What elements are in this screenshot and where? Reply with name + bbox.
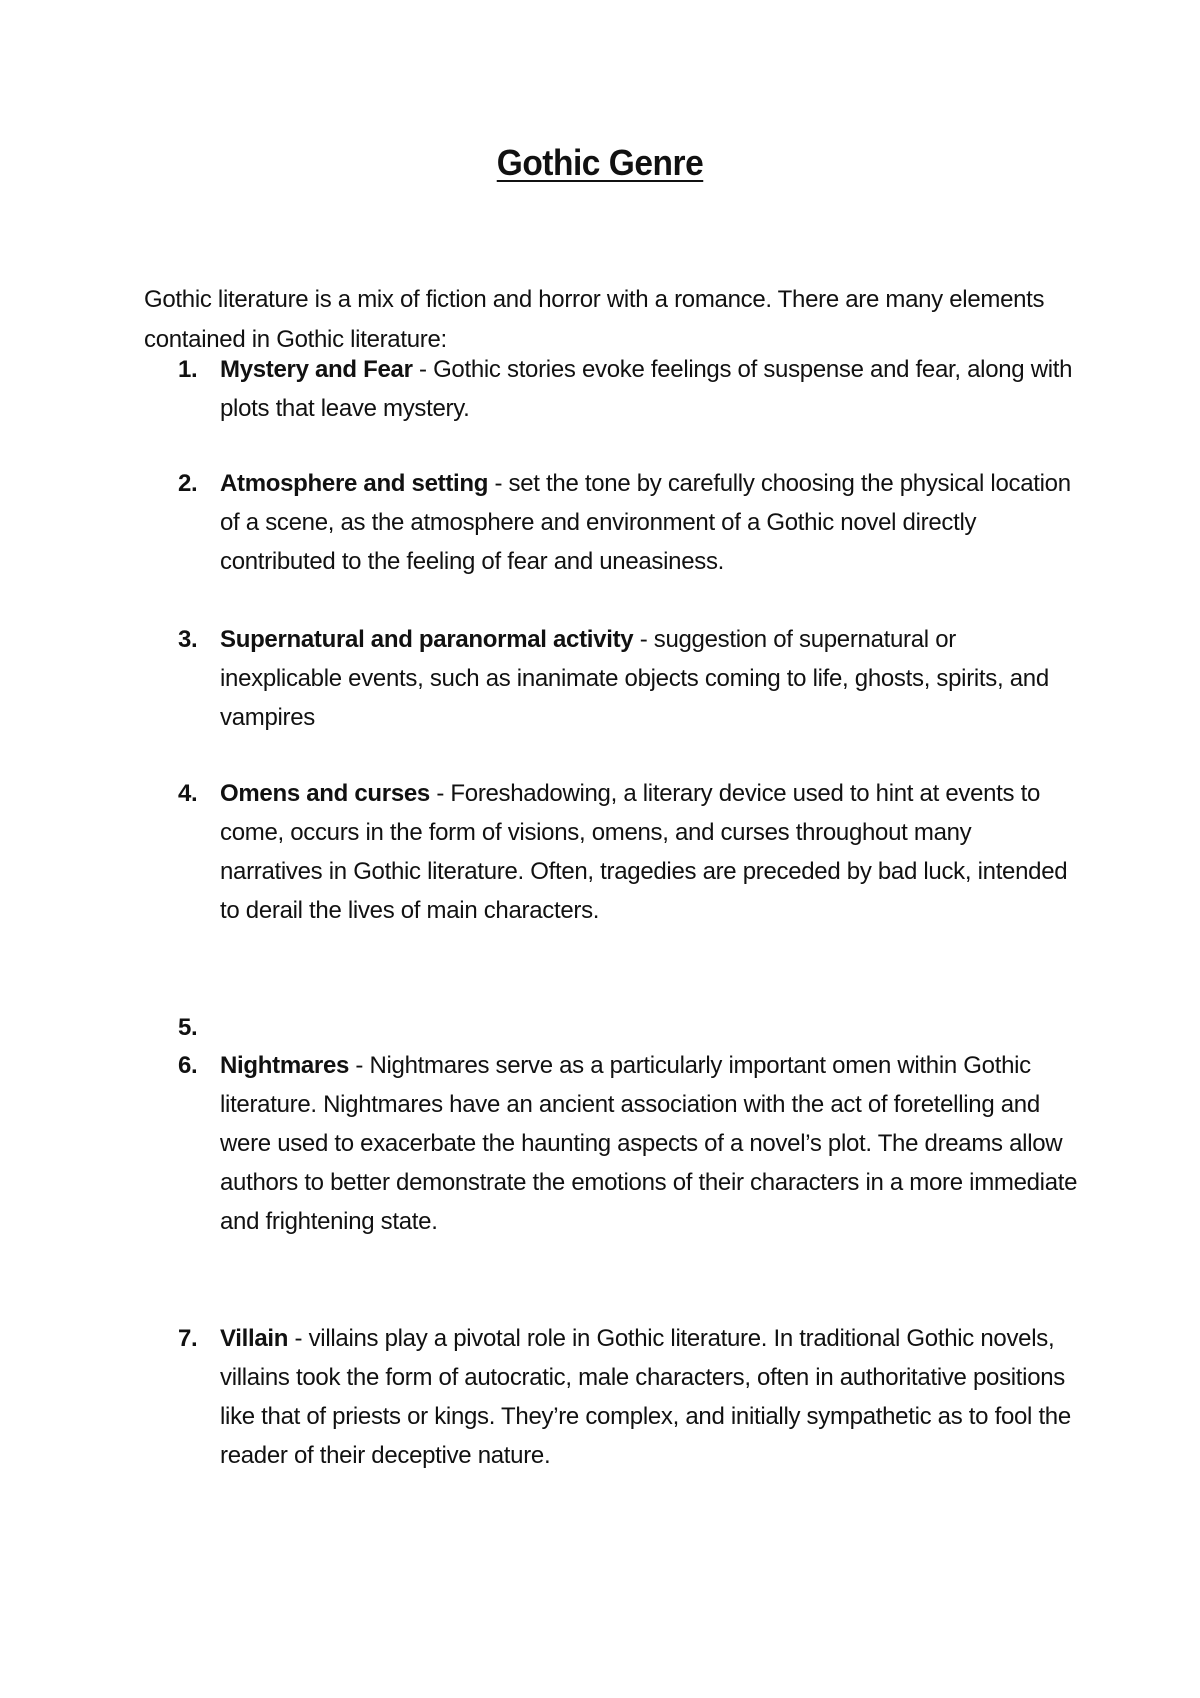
list-item-number: 3. [178,626,198,653]
list-item-text [220,774,1078,930]
list-item-text [220,1046,1078,1241]
list-item-number: 4. [178,780,198,807]
list-item [178,1046,1078,1241]
list-item [178,774,1078,930]
list-item-description: set the tone by carefully choosing the physical location of a scene, as the atmosphere and environment of a Gothic novel directly contributed to the feeling of fear and uneasiness. [220,470,1071,575]
list-item-separator: - [488,470,509,497]
page-title: Gothic Genre [496,142,704,183]
list-item-number: 2. [178,470,198,497]
list-item-text [220,350,1078,428]
list-item-term: Supernatural and paranormal activity [220,626,634,653]
list-item-text [220,620,1078,737]
list-item-separator: - [349,1052,370,1079]
list-item-separator: - [288,1325,309,1352]
list-item-description: villains play a pivotal role in Gothic literature. In traditional Gothic novels, villains took the form of autocratic, male characters, often in authoritative positions like that of priests or kings. They’re complex, and initially sympathetic as to fool the reader of their deceptive nature. [220,1325,1071,1469]
list-item-number: 5. [178,1014,198,1041]
list-item-term: Mystery and Fear [220,356,413,383]
list-item-separator: - [412,356,434,383]
list-item [178,620,1078,737]
list-item-description: Foreshadowing, a literary device used to hint at events to come, occurs in the form of visions, omens, and curses throughout many narratives in Gothic literature. Often, tragedies are preceded by bad luck, intended to derail the lives of main characters. [220,780,1068,924]
list-item-term: Villain [220,1325,289,1352]
list-item-number: 6. [178,1052,198,1079]
intro-paragraph: Gothic literature is a mix of fiction and horror with a romance. There are many elements contained in Gothic literature: [144,286,1045,353]
list-item-text [220,464,1078,581]
list-item-description: Nightmares serve as a particularly important omen within Gothic literature. Nightmares have an ancient association with the act of foretelling and were used to exacerbate the haunting aspects of a novel’s plot. The dreams allow authors to better demonstrate the emotions of their characters in a more immediate and frightening state. [220,1052,1078,1235]
list-item-description: Gothic stories evoke feelings of suspense and fear, along with plots that leave mystery. [220,356,1073,422]
list-item-number: 1. [178,356,198,383]
list-item-description: suggestion of supernatural or inexplicable events, such as inanimate objects coming to life, ghosts, spirits, and vampires [220,626,1049,731]
list-item-number: 7. [178,1325,198,1352]
list-item-text [220,1319,1078,1475]
list-item-term: Nightmares [220,1052,350,1079]
list-item-term: Atmosphere and setting [220,470,489,497]
list-item-separator: - [633,626,654,653]
list-item [178,350,1078,428]
list-item [178,464,1078,581]
list-item-term: Omens and curses [220,780,430,807]
list-item [178,1319,1078,1475]
list-item-separator: - [429,780,451,807]
